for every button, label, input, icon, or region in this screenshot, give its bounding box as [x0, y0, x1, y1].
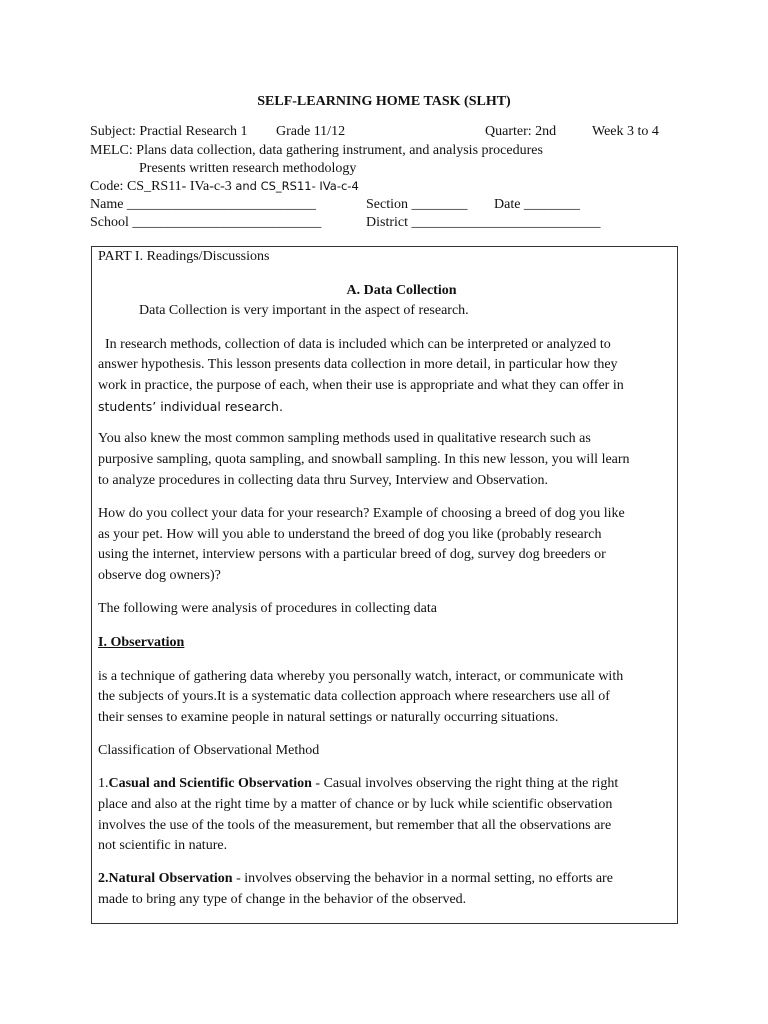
obs-line1: is a technique of gathering data whereby you personally watch, interact, or communicate with [98, 669, 624, 684]
para1-line3: work in practice, the purpose of each, when their use is appropriate and what they can offer in [98, 378, 624, 393]
obs-line2: the subjects of yours.It is a systematic data collection approach where researchers use all of [98, 689, 610, 704]
para2-line3: to analyze procedures in collecting data thru Survey, Interview and Observation. [98, 473, 549, 488]
name-field: Name ___________________________ [90, 197, 316, 212]
date-field: Date ________ [494, 197, 580, 212]
item2-desc: - involves observing the behavior in a normal setting, no efforts are [232, 871, 613, 886]
item1-line4: not scientific in nature. [98, 838, 228, 853]
part-heading: PART I. Readings/Discussions [98, 249, 270, 264]
item2-line1 [98, 869, 671, 890]
para3-line2: as your pet. How will you able to understand the breed of dog you like (probably research [98, 527, 602, 542]
item1-desc: - Casual involves observing the right thing at the right [311, 776, 619, 791]
school-field: School ___________________________ [90, 215, 322, 230]
para3-line3: using the internet, interview persons with a particular breed of dog, survey dog breeders or [98, 547, 606, 562]
grade-label: Grade 11/12 [276, 124, 346, 139]
item1-line3: involves the use of the tools of the measurement, but remember that all the observations are [98, 818, 612, 833]
classification-heading: Classification of Observational Method [98, 743, 320, 758]
week-label: Week 3 to 4 [592, 124, 659, 139]
quarter-label: Quarter: 2nd [485, 124, 557, 139]
intro-text: Data Collection is very important in the aspect of research. [139, 303, 469, 318]
item1-number: 1. [98, 776, 109, 791]
district-field: District ___________________________ [366, 215, 601, 230]
para1-line4: students’ individual research. [98, 399, 283, 414]
section-a-heading: A. Data Collection [346, 283, 457, 298]
code-prefix: Code: CS_RS11- IVa-c-3 [90, 179, 232, 194]
item1-line1 [98, 774, 671, 795]
item2-term: 2.Natural Observation [98, 871, 233, 886]
para2-line1: You also knew the most common sampling methods used in qualitative research such as [98, 431, 591, 446]
para1-line2: answer hypothesis. This lesson presents data collection in more detail, in particular how they [98, 357, 618, 372]
item1-term: Casual and Scientific Observation [108, 776, 312, 791]
observation-heading: I. Observation [98, 635, 185, 650]
code-line [90, 179, 359, 195]
obs-line3: their senses to examine people in natural settings or naturally occurring situations. [98, 710, 559, 725]
page-title: SELF-LEARNING HOME TASK (SLHT) [257, 94, 511, 109]
section-field: Section ________ [366, 197, 468, 212]
code-suffix: and CS_RS11- IVa-c-4 [235, 179, 359, 193]
melc-line-1: MELC: Plans data collection, data gathering instrument, and analysis procedures [90, 143, 543, 158]
para2-line2: purposive sampling, quota sampling, and snowball sampling. In this new lesson, you will learn [98, 452, 630, 467]
item1-line2: place and also at the right time by a matter of chance or by luck while scientific observation [98, 797, 613, 812]
para3-line1: How do you collect your data for your research? Example of choosing a breed of dog you like [98, 506, 625, 521]
item2-line2: made to bring any type of change in the behavior of the observed. [98, 892, 467, 907]
para1-line1: In research methods, collection of data is included which can be interpreted or analyzed to [105, 337, 611, 352]
subject-label: Subject: Practial Research 1 [90, 124, 248, 139]
content-box [91, 246, 678, 924]
melc-line-2: Presents written research methodology [139, 161, 357, 176]
para3-line4: observe dog owners)? [98, 568, 221, 583]
para4: The following were analysis of procedures in collecting data [98, 601, 437, 616]
